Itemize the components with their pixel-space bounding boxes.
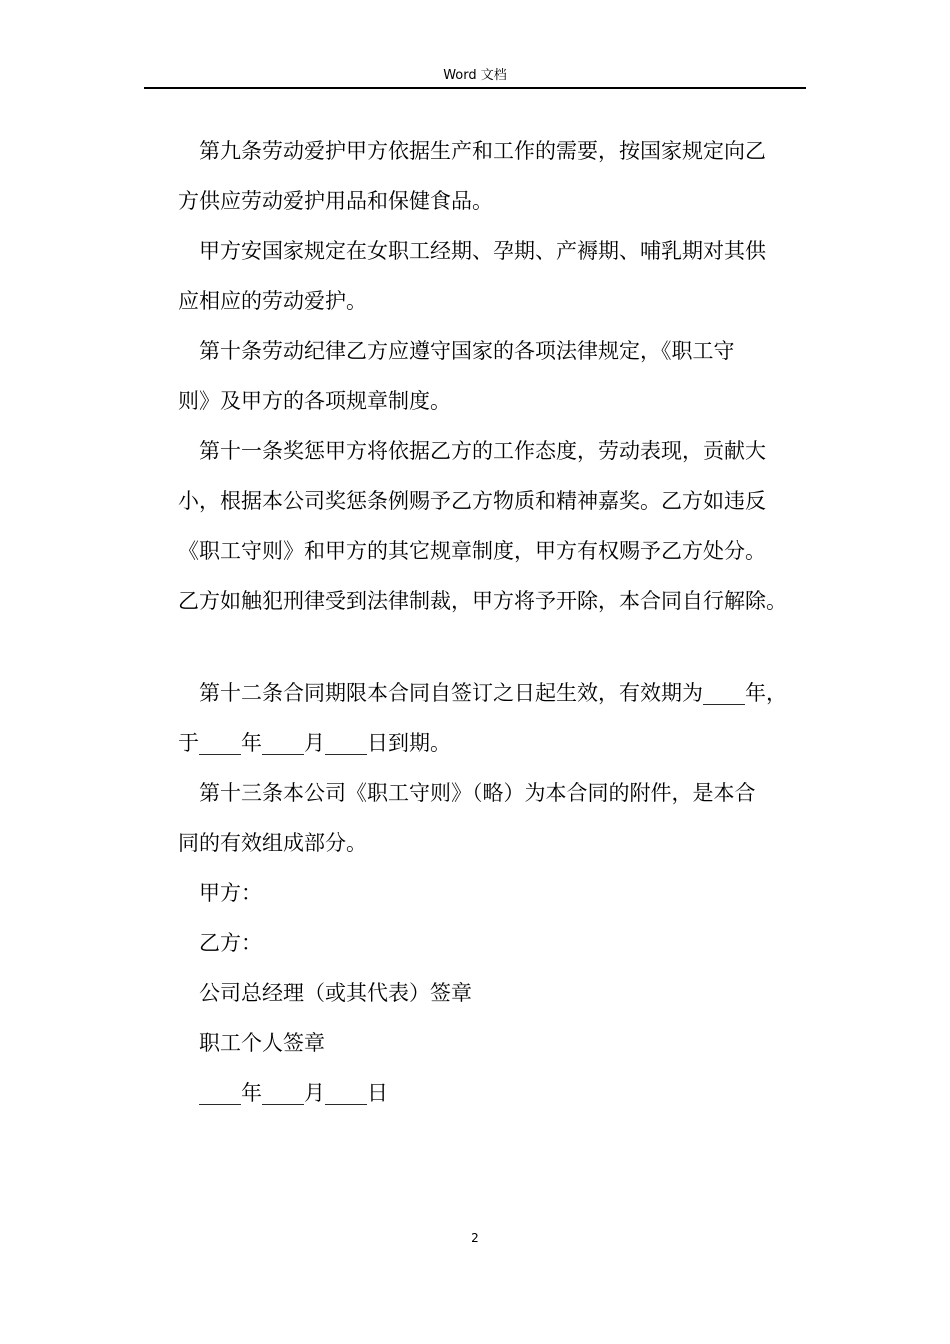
employee-signature-line: 职工个人签章 <box>199 1031 325 1055</box>
text-line: 则》及甲方的各项规章制度。 <box>178 389 451 413</box>
text-line: 于____年____月____日到期。 <box>178 731 451 755</box>
text-line: 乙方如触犯刑律受到法律制裁，甲方将予开除，本合同自行解除。 <box>178 589 787 613</box>
party-b-label: 乙方： <box>199 931 262 955</box>
document-body <box>178 126 818 1118</box>
text-line: 同的有效组成部分。 <box>178 831 367 855</box>
text-line: 小，根据本公司奖惩条例赐予乙方物质和精神嘉奖。乙方如违反 <box>178 489 766 513</box>
header-divider <box>144 87 806 89</box>
text-line: 第十二条合同期限本合同自签订之日起生效，有效期为____年， <box>199 681 787 705</box>
text-line: 甲方安国家规定在女职工经期、孕期、产褥期、哺乳期对其供 <box>199 239 766 263</box>
text-line: 第十条劳动纪律乙方应遵守国家的各项法律规定，《职工守 <box>199 339 735 363</box>
text-line: 第十三条本公司《职工守则》（略）为本合同的附件，是本合 <box>199 781 756 805</box>
page-number: 2 <box>471 1231 479 1245</box>
text-line: 方供应劳动爱护用品和保健食品。 <box>178 189 493 213</box>
date-line: ____年____月____日 <box>199 1081 388 1105</box>
company-signature-line: 公司总经理（或其代表）签章 <box>199 981 472 1005</box>
text-line: 《职工守则》和甲方的其它规章制度，甲方有权赐予乙方处分。 <box>178 539 766 563</box>
page-header-title: Word 文档 <box>443 68 507 83</box>
text-line: 第十一条奖惩甲方将依据乙方的工作态度，劳动表现，贡献大 <box>199 439 766 463</box>
text-line: 第九条劳动爱护甲方依据生产和工作的需要，按国家规定向乙 <box>199 139 766 163</box>
party-a-label: 甲方： <box>199 881 262 905</box>
paragraph-gap <box>178 626 818 668</box>
text-line: 应相应的劳动爱护。 <box>178 289 367 313</box>
